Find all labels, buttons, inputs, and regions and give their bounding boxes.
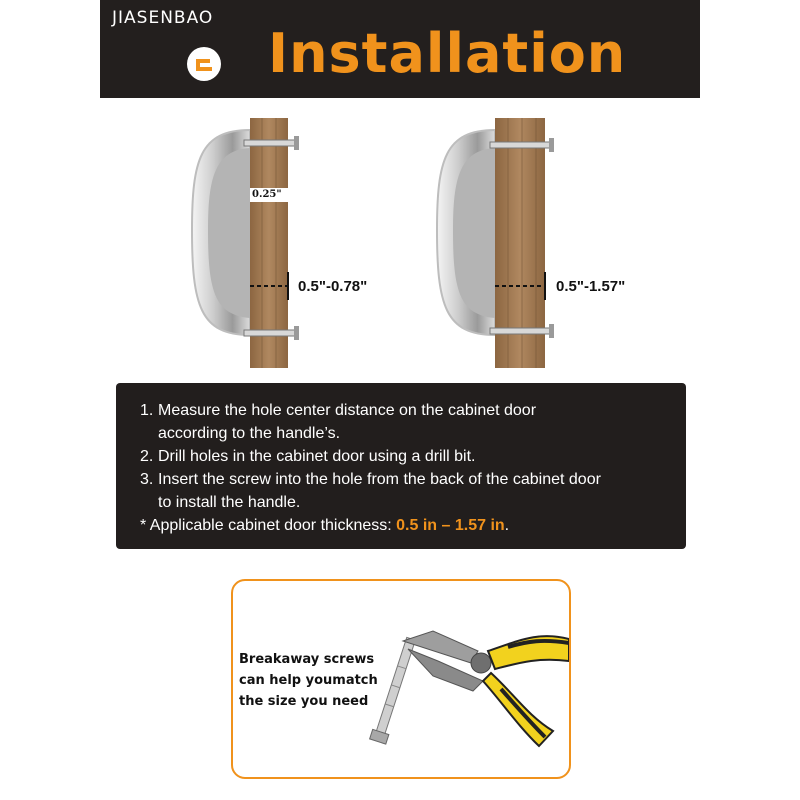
thickness-note xyxy=(140,514,670,537)
note-label: * Applicable cabinet door thickness: xyxy=(140,517,397,534)
installation-badge-icon xyxy=(187,47,221,81)
step-text: Insert the screw into the hole from the back of the cabinet door xyxy=(158,471,601,488)
step-text: Drill holes in the cabinet door using a drill bit. xyxy=(158,448,476,465)
thickness-range: 0.5 in – 1.57 in xyxy=(396,517,505,534)
tip-line: can help youmatch xyxy=(239,673,378,688)
left-handle-diagram xyxy=(192,118,299,368)
header-banner xyxy=(100,0,700,98)
step-text: to install the handle. xyxy=(158,494,301,511)
brand-logo: JIASENBAO xyxy=(112,8,214,28)
step-text: according to the handle’s. xyxy=(158,425,341,442)
breakaway-screw-box xyxy=(231,579,571,779)
tip-line: the size you need xyxy=(239,694,369,709)
right-handle-diagram xyxy=(437,118,554,368)
installation-diagrams xyxy=(0,100,800,380)
instruction-step-1 xyxy=(140,399,670,445)
handle-illustrations xyxy=(0,100,800,380)
tip-line: Breakaway screws xyxy=(239,652,375,667)
instruction-step-3 xyxy=(140,468,670,514)
right-range-label: 0.5"-1.57" xyxy=(556,278,626,295)
pliers-and-screw-illustration xyxy=(233,581,569,777)
instructions-panel xyxy=(116,383,686,549)
note-suffix: . xyxy=(504,517,510,534)
pliers-icon xyxy=(403,631,569,746)
instruction-step-2 xyxy=(140,445,670,468)
step-number: 1. xyxy=(140,402,154,419)
screw-gap-label: 0.25" xyxy=(252,189,282,200)
step-text: Measure the hole center distance on the cabinet door xyxy=(158,402,537,419)
left-range-label: 0.5"-0.78" xyxy=(298,278,368,295)
page-title: Installation xyxy=(268,22,627,85)
step-number: 3. xyxy=(140,471,154,488)
step-number: 2. xyxy=(140,448,154,465)
